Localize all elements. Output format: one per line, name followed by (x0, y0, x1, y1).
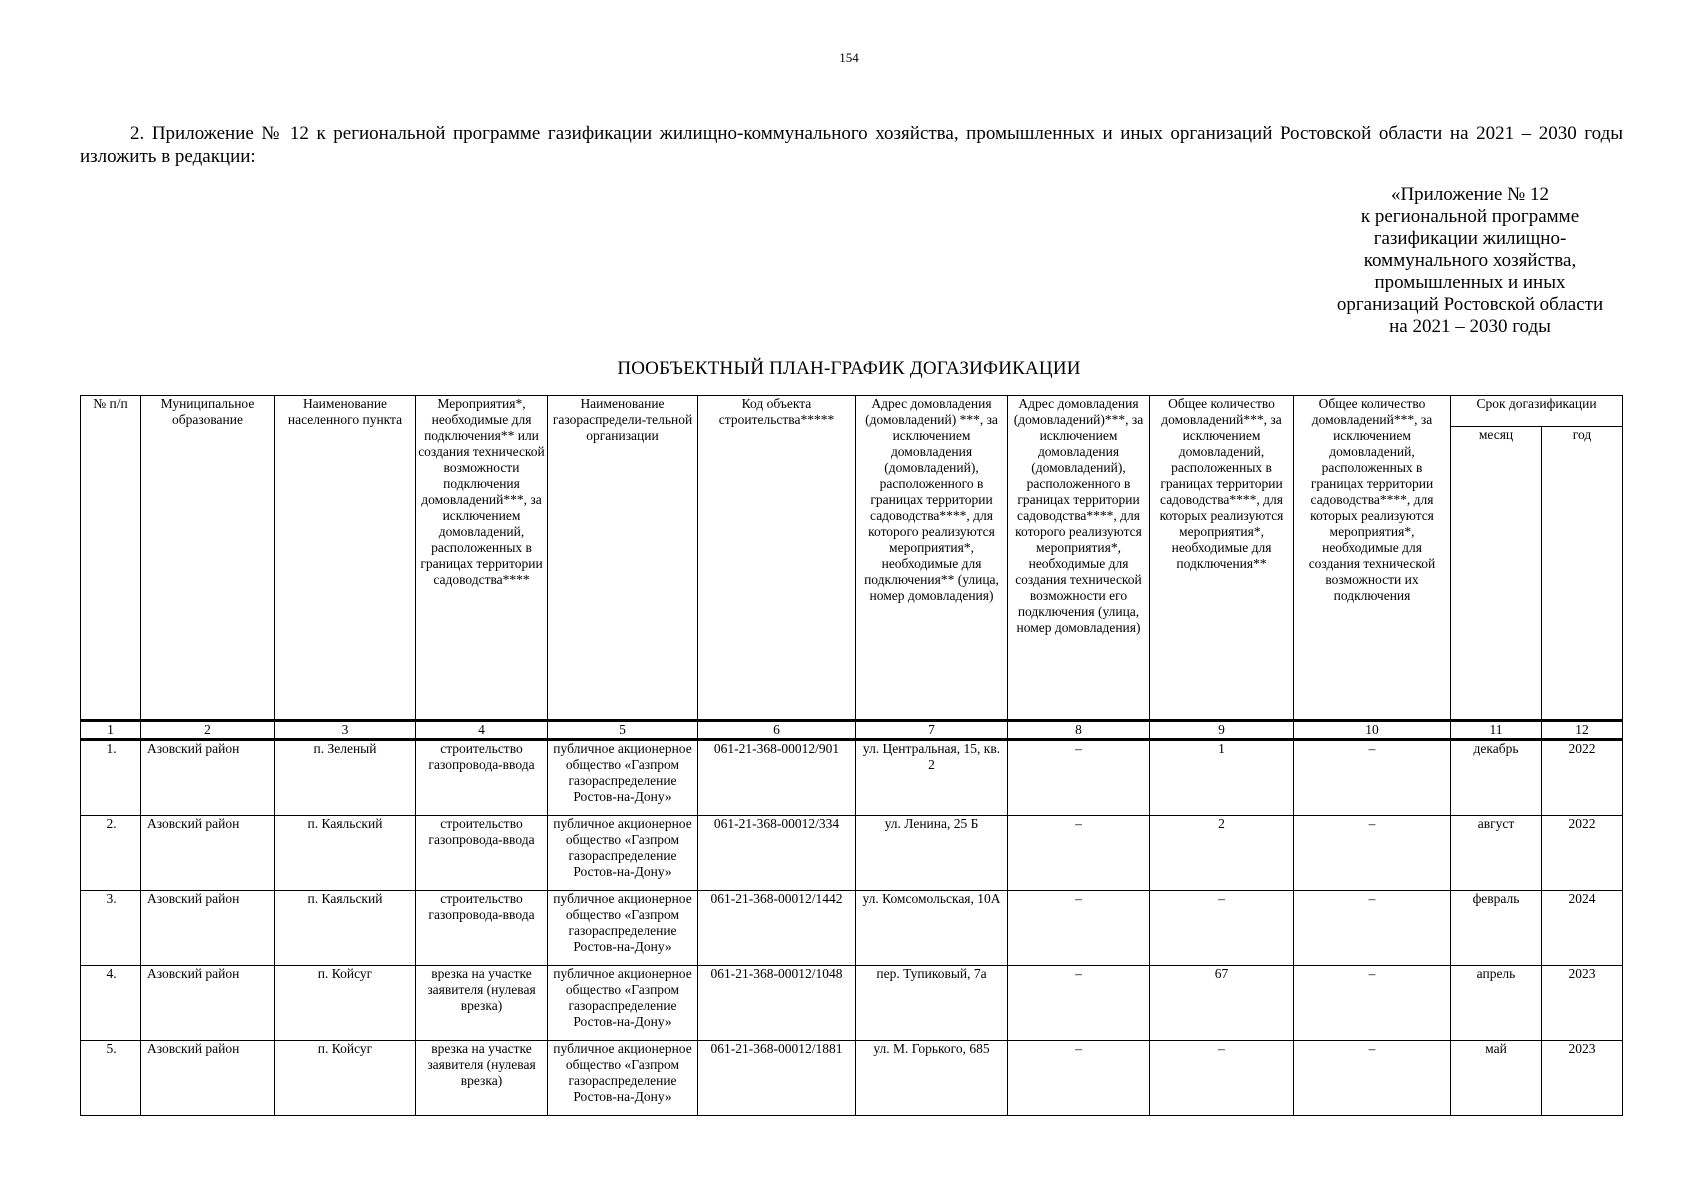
cell-count-connection: 1 (1150, 740, 1294, 816)
header-object-code: Код объекта строительства***** (698, 396, 856, 721)
intro-text: 2. Приложение № 12 к региональной программе газификации жилищно-коммунального хозяйства, промышленных и иных организаций Ростовской области на 2021 – 2030 годы изложить в редакции: (80, 123, 1623, 167)
appendix-reference (1320, 184, 1620, 338)
cell-count-technical: – (1294, 740, 1451, 816)
cell-object-code: 061-21-368-00012/334 (698, 816, 856, 891)
cell-count-connection: 67 (1150, 966, 1294, 1041)
appendix-line: к региональной программе (1360, 206, 1580, 227)
column-number: 1 (81, 721, 141, 740)
cell-month: декабрь (1451, 740, 1542, 816)
appendix-line: промышленных и иных (1374, 272, 1566, 293)
cell-municipality: Азовский район (141, 891, 275, 966)
cell-count-connection: – (1150, 1041, 1294, 1116)
column-number: 8 (1008, 721, 1150, 740)
cell-object-code: 061-21-368-00012/1048 (698, 966, 856, 1041)
appendix-line: коммунального хозяйства, (1363, 250, 1577, 271)
cell-organization: публичное акционерное общество «Газпром газораспределение Ростов-на-Дону» (548, 1041, 698, 1116)
cell-year: 2023 (1542, 1041, 1623, 1116)
cell-municipality: Азовский район (141, 1041, 275, 1116)
cell-measure: строительство газопровода-ввода (416, 740, 548, 816)
header-settlement: Наименование населенного пункта (275, 396, 416, 721)
cell-year: 2022 (1542, 740, 1623, 816)
header-municipality: Муниципальное образование (141, 396, 275, 721)
cell-number: 4. (81, 966, 141, 1041)
header-deadline: Срок догазификации (1451, 396, 1623, 427)
column-number: 5 (548, 721, 698, 740)
gasification-plan-table (80, 395, 1623, 1116)
column-number: 12 (1542, 721, 1623, 740)
cell-address-technical: – (1008, 816, 1150, 891)
cell-measure: строительство газопровода-ввода (416, 816, 548, 891)
cell-municipality: Азовский район (141, 740, 275, 816)
header-count-connection: Общее количество домовладений***, за исключением домовладений, расположенных в границах территории садоводства****, для которых реализуются мероприятия*, необходимые для подключения** (1150, 396, 1294, 721)
cell-object-code: 061-21-368-00012/1881 (698, 1041, 856, 1116)
cell-address-connection: ул. Ленина, 25 Б (856, 816, 1008, 891)
appendix-line: газификации жилищно- (1373, 228, 1567, 249)
cell-measure: строительство газопровода-ввода (416, 891, 548, 966)
column-number: 2 (141, 721, 275, 740)
cell-organization: публичное акционерное общество «Газпром газораспределение Ростов-на-Дону» (548, 891, 698, 966)
cell-count-technical: – (1294, 966, 1451, 1041)
column-number: 10 (1294, 721, 1451, 740)
header-gas-organization: Наименование газораспредели-тельной организации (548, 396, 698, 721)
document-title: ПООБЪЕКТНЫЙ ПЛАН-ГРАФИК ДОГАЗИФИКАЦИИ (617, 358, 1081, 379)
cell-address-connection: ул. М. Горького, 685 (856, 1041, 1008, 1116)
cell-settlement: п. Каяльский (275, 891, 416, 966)
table-row (81, 816, 1623, 891)
header-year: год (1542, 427, 1623, 721)
cell-count-connection: 2 (1150, 816, 1294, 891)
cell-object-code: 061-21-368-00012/901 (698, 740, 856, 816)
page-number: 154 (839, 50, 859, 65)
cell-municipality: Азовский район (141, 816, 275, 891)
header-address-connection: Адрес домовладения (домовладений) ***, за исключением домовладения (домовладений), расположенного в границах территории садоводства****, для которого реализуются мероприятия*, необходимые для подключения** (улица, номер домовладения) (856, 396, 1008, 721)
cell-address-technical: – (1008, 966, 1150, 1041)
cell-settlement: п. Койсуг (275, 966, 416, 1041)
cell-number: 3. (81, 891, 141, 966)
table-row (81, 891, 1623, 966)
header-address-technical: Адрес домовладения (домовладений)***, за исключением домовладения (домовладений), расположенного в границах территории садоводства****, для которого реализуются мероприятия*, необходимые для создания технической возможности его подключения (улица, номер домовладения) (1008, 396, 1150, 721)
appendix-line: организаций Ростовской области (1336, 294, 1604, 315)
cell-measure: врезка на участке заявителя (нулевая врезка) (416, 966, 548, 1041)
column-number: 6 (698, 721, 856, 740)
cell-year: 2023 (1542, 966, 1623, 1041)
header-count-technical: Общее количество домовладений***, за исключением домовладений, расположенных в границах территории садоводства****, для которых реализуются мероприятия*, необходимые для создания технической возможности их подключения (1294, 396, 1451, 721)
header-measures: Мероприятия*, необходимые для подключения** или создания технической возможности подключения домовладений***, за исключением домовладений, расположенных в границах территории садоводства**** (416, 396, 548, 721)
appendix-line: на 2021 – 2030 годы (1389, 316, 1551, 337)
cell-month: май (1451, 1041, 1542, 1116)
cell-month: апрель (1451, 966, 1542, 1041)
cell-organization: публичное акционерное общество «Газпром газораспределение Ростов-на-Дону» (548, 816, 698, 891)
cell-address-connection: ул. Центральная, 15, кв. 2 (856, 740, 1008, 816)
cell-address-technical: – (1008, 740, 1150, 816)
intro-paragraph (80, 122, 1623, 168)
cell-settlement: п. Койсуг (275, 1041, 416, 1116)
table-row (81, 1041, 1623, 1116)
cell-number: 5. (81, 1041, 141, 1116)
cell-count-technical: – (1294, 816, 1451, 891)
cell-settlement: п. Зеленый (275, 740, 416, 816)
column-number: 7 (856, 721, 1008, 740)
cell-object-code: 061-21-368-00012/1442 (698, 891, 856, 966)
table-row (81, 740, 1623, 816)
cell-measure: врезка на участке заявителя (нулевая врезка) (416, 1041, 548, 1116)
column-number: 9 (1150, 721, 1294, 740)
cell-settlement: п. Каяльский (275, 816, 416, 891)
cell-municipality: Азовский район (141, 966, 275, 1041)
cell-count-technical: – (1294, 1041, 1451, 1116)
table-row (81, 966, 1623, 1041)
cell-address-connection: ул. Комсомольская, 10А (856, 891, 1008, 966)
cell-address-technical: – (1008, 1041, 1150, 1116)
column-number-row (81, 721, 1623, 740)
column-number: 4 (416, 721, 548, 740)
cell-organization: публичное акционерное общество «Газпром газораспределение Ростов-на-Дону» (548, 740, 698, 816)
cell-address-connection: пер. Тупиковый, 7а (856, 966, 1008, 1041)
cell-number: 1. (81, 740, 141, 816)
cell-month: февраль (1451, 891, 1542, 966)
header-month: месяц (1451, 427, 1542, 721)
cell-month: август (1451, 816, 1542, 891)
cell-count-connection: – (1150, 891, 1294, 966)
cell-number: 2. (81, 816, 141, 891)
cell-address-technical: – (1008, 891, 1150, 966)
cell-organization: публичное акционерное общество «Газпром газораспределение Ростов-на-Дону» (548, 966, 698, 1041)
header-number: № п/п (81, 396, 141, 721)
column-number: 11 (1451, 721, 1542, 740)
cell-year: 2022 (1542, 816, 1623, 891)
column-number: 3 (275, 721, 416, 740)
appendix-line: «Приложение № 12 (1390, 184, 1550, 205)
cell-count-technical: – (1294, 891, 1451, 966)
cell-year: 2024 (1542, 891, 1623, 966)
